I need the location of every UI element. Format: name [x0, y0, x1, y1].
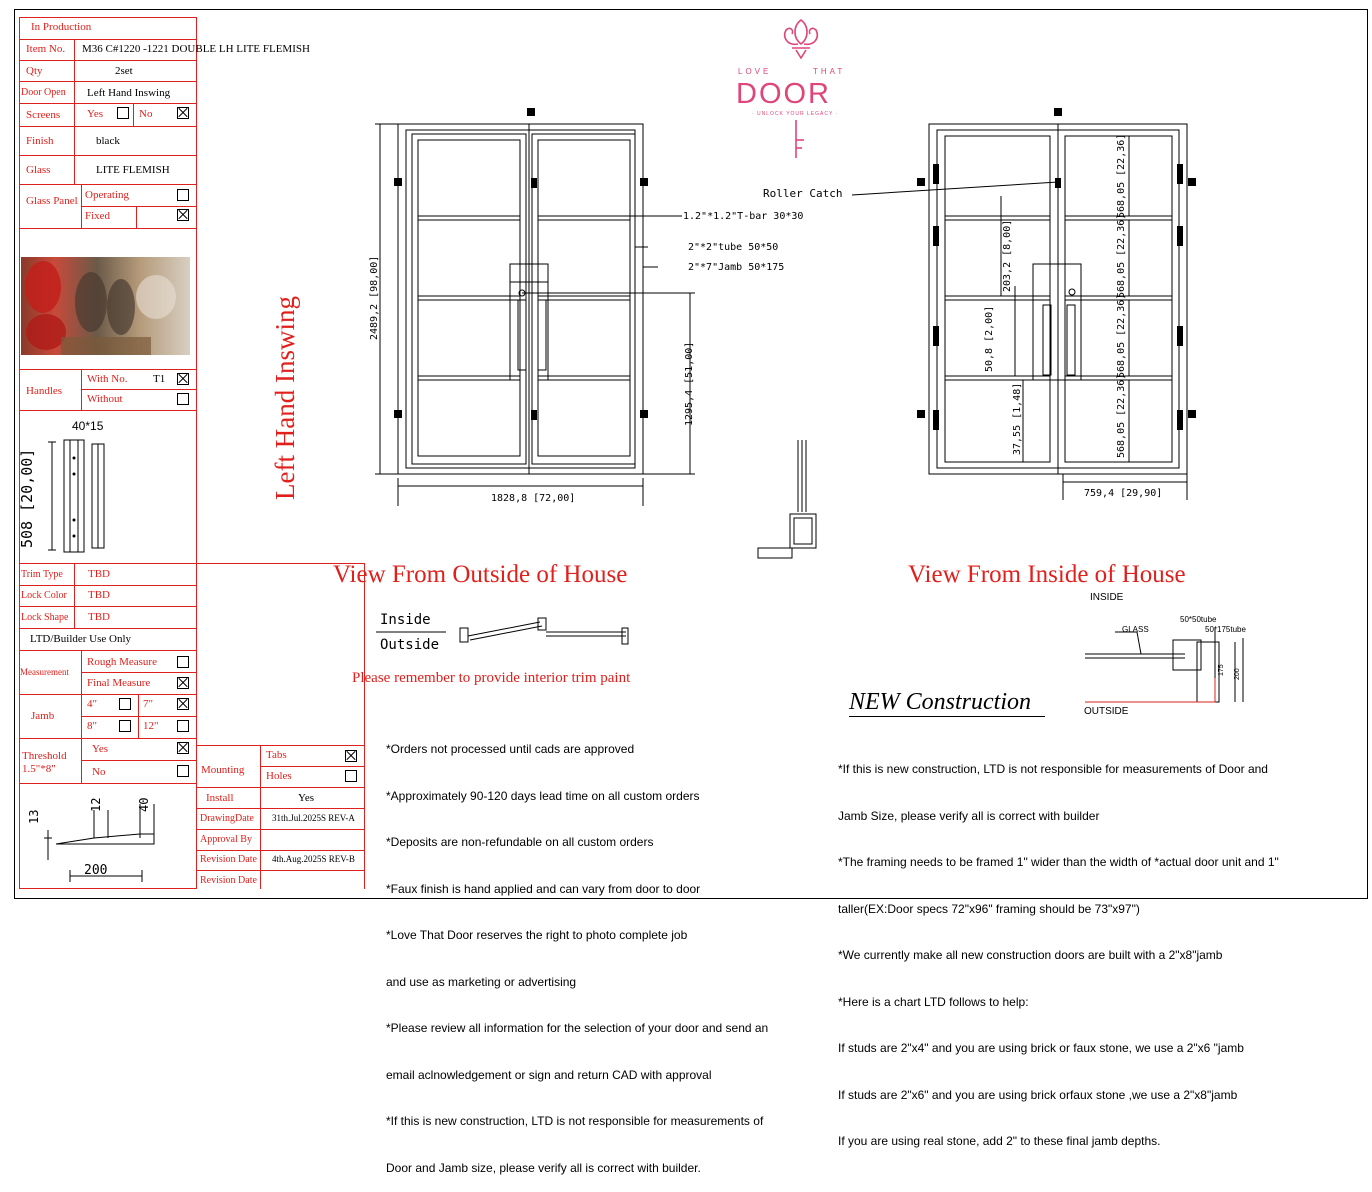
status-label: In Production	[31, 21, 92, 33]
threshold-no-label: No	[92, 766, 106, 778]
lock-color-label: Lock Color	[21, 590, 67, 601]
revision-date-label: Revision Date	[200, 854, 257, 865]
outside-height-dim: 2489,2 [98,00]	[369, 255, 380, 340]
rough-measure-checkbox[interactable]	[177, 656, 189, 668]
handle-size-label: 40*15	[72, 419, 104, 433]
inside-view-title: View From Inside of House	[908, 561, 1186, 588]
construction-note: If studs are 2"x4" and you are using brick or faux stone, we use a 2"x6 "jamb	[838, 1041, 1244, 1055]
order-note: Door and Jamb size, please verify all is correct with builder.	[386, 1160, 701, 1175]
glass-value: LITE FLEMISH	[96, 164, 170, 176]
logo-tagline: · UNLOCK YOUR LEGACY ·	[752, 111, 839, 117]
mounting-holes-checkbox[interactable]	[345, 770, 357, 782]
mounting-label: Mounting	[201, 764, 245, 776]
trim-paint-reminder: Please remember to provide interior trim paint	[352, 670, 631, 686]
threshold-dim-12: 12	[89, 797, 103, 812]
swing-inside-label: Inside	[380, 612, 431, 628]
order-note: *Deposits are non-refundable on all custom orders	[386, 835, 654, 849]
section-tube2-label: 50*175tube	[1205, 625, 1246, 634]
section-outside-label: OUTSIDE	[1084, 706, 1129, 717]
construction-note: *If this is new construction, LTD is not responsible for measurements of Door and	[838, 762, 1268, 776]
threshold-dim-13: 13	[27, 809, 41, 824]
order-note: *Orders not processed until cads are approved	[386, 742, 635, 756]
order-note: *Approximately 90-120 days lead time on all custom orders	[386, 788, 700, 803]
screens-label: Screens	[26, 109, 61, 121]
revision-date2-label: Revision Date	[200, 875, 257, 886]
mounting-tabs-checkbox[interactable]	[345, 750, 357, 762]
handle-length-label: 508 [20,00]	[18, 448, 36, 548]
key-icon	[788, 118, 812, 162]
logo-that: THAT	[813, 67, 846, 76]
rough-measure-label: Rough Measure	[87, 656, 157, 668]
lock-color-value: TBD	[88, 589, 110, 601]
construction-note: Jamb Size, please verify all is correct with builder	[838, 808, 1100, 823]
final-measure-label: Final Measure	[87, 677, 151, 689]
item-no-value: M36 C#1220 -1221 DOUBLE LH LITE FLEMISH	[82, 43, 310, 55]
handles-with-label: With No.	[87, 373, 128, 385]
glass-operating-label: Operating	[85, 189, 129, 201]
jamb-8-checkbox[interactable]	[119, 720, 131, 732]
outside-view-drawing	[360, 100, 780, 520]
handles-without-checkbox[interactable]	[177, 393, 189, 405]
glass-fixed-label: Fixed	[85, 210, 111, 222]
lock-shape-value: TBD	[88, 611, 110, 623]
glass-operating-checkbox[interactable]	[177, 189, 189, 201]
glass-sample-image	[21, 257, 190, 355]
inside-dim-1: 568,05 [22,36]	[1116, 133, 1127, 218]
jamb-label: Jamb	[31, 710, 55, 722]
handles-with-number: T1	[153, 373, 166, 385]
fleur-logo-icon	[778, 16, 824, 60]
tube-callout: 2"*2"tube 50*50	[688, 242, 779, 253]
trim-type-value: TBD	[88, 568, 110, 580]
measurement-label: Measurement	[20, 667, 69, 677]
section-inside-label: INSIDE	[1090, 592, 1124, 603]
section-detail-drawing	[1085, 615, 1255, 708]
construction-notes	[838, 731, 1279, 1165]
ltd-builder-label: LTD/Builder Use Only	[30, 633, 132, 645]
construction-note: *We currently make all new construction doors are built with a 2"x8"jamb	[838, 948, 1223, 962]
threshold-label: Threshold 1.5"*8"	[22, 750, 67, 775]
handle-height-dim: 1295,4 [51,00]	[684, 341, 695, 426]
qty-label: Qty	[26, 65, 43, 77]
revision-date-value: 4th.Aug.2025S REV-B	[272, 854, 355, 864]
section-tube-label: 50*50tube	[1180, 615, 1217, 624]
install-label: Install	[206, 792, 234, 804]
roller-catch-callout: Roller Catch	[763, 187, 843, 200]
drawing-date-value: 31th.Jul.2025S REV-A	[272, 813, 355, 823]
section-dim-b: 200	[1234, 668, 1241, 680]
approval-label: Approval By	[200, 834, 252, 845]
order-note: *Love That Door reserves the right to photo complete job	[386, 928, 688, 942]
inside-dim-2: 568,05 [22,36]	[1116, 213, 1127, 298]
order-note: *If this is new construction, LTD is not responsible for measurements of	[386, 1114, 764, 1128]
order-note: *Faux finish is hand applied and can vary from door to door	[386, 881, 701, 896]
screens-no-label: No	[139, 108, 153, 120]
swing-outside-label: Outside	[380, 637, 440, 653]
outside-view-title: View From Outside of House	[333, 561, 628, 588]
swing-diagram	[376, 614, 636, 654]
section-dim-a: 175	[1218, 664, 1225, 676]
install-value: Yes	[298, 792, 315, 804]
inside-dim-6: 50,8 [2,00]	[984, 305, 995, 372]
jamb-4-label: 4"	[87, 698, 97, 710]
logo-door: DOOR	[736, 78, 831, 110]
construction-note: *The framing needs to be framed 1" wider than the width of *actual door unit and 1"	[838, 855, 1279, 869]
jamb-4-checkbox[interactable]	[119, 698, 131, 710]
inside-dim-3: 568,05 [22,36]	[1116, 293, 1127, 378]
handles-with-checkbox[interactable]	[177, 373, 189, 385]
threshold-dim-200: 200	[84, 863, 108, 878]
glass-label: Glass	[26, 164, 51, 176]
drawing-date-label: DrawingDate	[200, 813, 254, 824]
new-construction-heading: NEW Construction	[849, 689, 1032, 715]
construction-note: If studs are 2"x6" and you are using brick orfaux stone ,we use a 2"x8"jamb	[838, 1087, 1238, 1102]
glass-fixed-checkbox[interactable]	[177, 209, 189, 221]
trim-type-label: Trim Type	[21, 569, 63, 580]
threshold-dim-40: 40	[137, 797, 151, 812]
construction-note: *Here is a chart LTD follows to help:	[838, 994, 1029, 1009]
order-note: *Please review all information for the selection of your door and send an	[386, 1021, 769, 1035]
qty-value: 2set	[115, 65, 133, 77]
mounting-holes-label: Holes	[266, 770, 292, 782]
threshold-yes-checkbox[interactable]	[177, 742, 189, 754]
jamb-7-label: 7"	[143, 698, 153, 710]
mounting-tabs-label: Tabs	[266, 749, 287, 761]
inside-width-dim: 759,4 [29,90]	[1084, 488, 1163, 499]
jamb-12-checkbox[interactable]	[177, 720, 189, 732]
order-notes	[386, 711, 768, 1192]
finish-value: black	[96, 135, 120, 147]
inside-view-drawing	[905, 100, 1205, 520]
construction-note: If you are using real stone, add 2" to these final jamb depths.	[838, 1134, 1161, 1148]
inside-dim-5: 203,2 [8,00]	[1002, 219, 1013, 292]
glass-panel-label: Glass Panel	[26, 195, 78, 207]
threshold-no-checkbox[interactable]	[177, 765, 189, 777]
tbar-callout: 1.2"*1.2"T-bar 30*30	[683, 211, 804, 222]
swing-direction-label: Left Hand Inswing	[270, 296, 300, 500]
jamb-12-label: 12"	[143, 720, 159, 732]
order-note: email aclnowledgement or sign and return CAD with approval	[386, 1067, 712, 1082]
order-note: and use as marketing or advertising	[386, 974, 577, 989]
door-open-label: Door Open	[21, 87, 66, 98]
outside-width-dim: 1828,8 [72,00]	[491, 493, 576, 504]
final-measure-checkbox[interactable]	[177, 677, 189, 689]
construction-note: taller(EX:Door specs 72"x96" framing should be 73"x97")	[838, 901, 1140, 916]
inside-dim-4: 568,05 [22,36]	[1116, 373, 1127, 458]
jamb-callout: 2"*7"Jamb 50*175	[688, 262, 785, 273]
inside-dim-7: 37,55 [1,48]	[1012, 382, 1023, 455]
item-no-label: Item No.	[26, 43, 66, 55]
jamb-7-checkbox[interactable]	[177, 698, 189, 710]
threshold-yes-label: Yes	[92, 743, 109, 755]
finish-label: Finish	[26, 135, 54, 147]
section-glass-label: GLASS	[1122, 625, 1149, 634]
handles-label: Handles	[26, 385, 63, 397]
screens-yes-checkbox[interactable]	[117, 107, 129, 119]
handles-without-label: Without	[87, 393, 123, 405]
lock-shape-label: Lock Shape	[21, 612, 69, 623]
jamb-section-drawing	[752, 440, 822, 560]
jamb-8-label: 8"	[87, 720, 97, 732]
screens-yes-label: Yes	[87, 108, 104, 120]
handle-drawing	[48, 440, 118, 555]
door-open-value: Left Hand Inswing	[87, 87, 171, 99]
screens-no-checkbox[interactable]	[177, 107, 189, 119]
threshold-drawing	[27, 790, 190, 885]
logo-love: LOVE	[738, 67, 772, 76]
